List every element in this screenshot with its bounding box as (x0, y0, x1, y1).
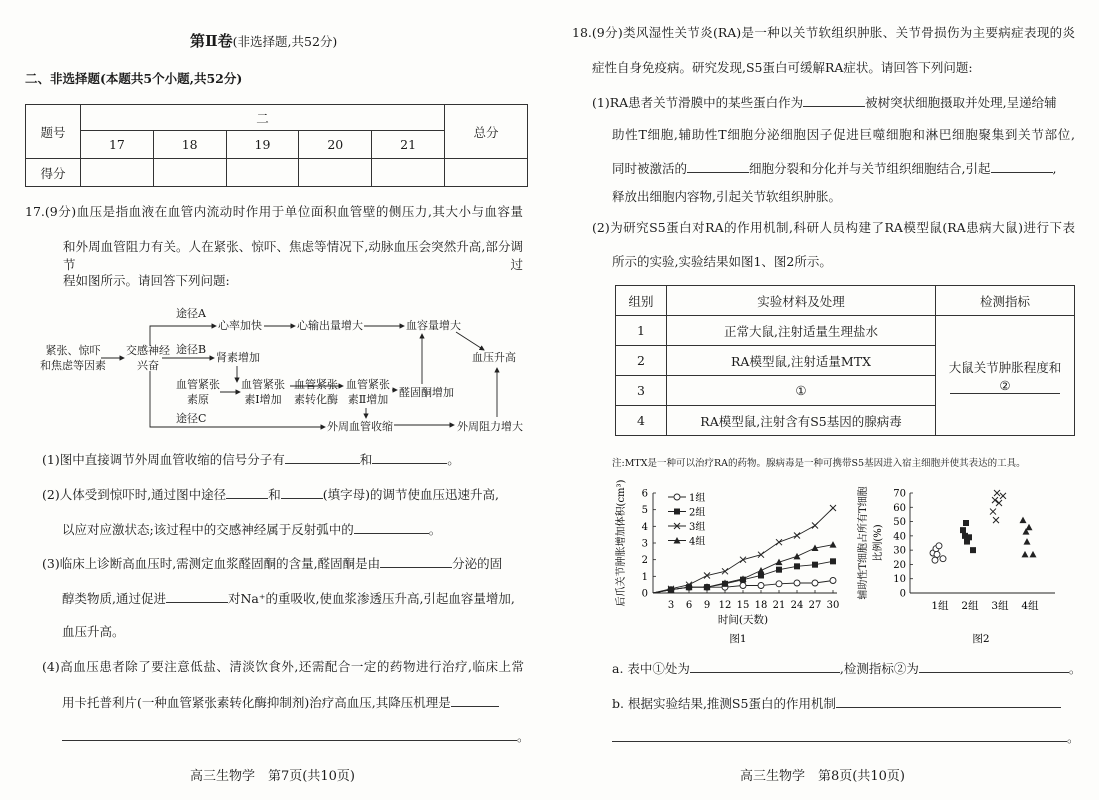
header-treatment: 实验材料及处理 (667, 286, 936, 316)
fig1-data-point (758, 583, 764, 589)
fig1-data-point (830, 558, 836, 564)
fig1-y-tick-label: 0 (641, 588, 648, 600)
part-title-main: 第Ⅱ卷 (190, 32, 233, 50)
row-group: 4 (616, 406, 667, 436)
fig1-data-point (812, 580, 818, 586)
fig1-legend-label: 2组 (689, 507, 706, 519)
fig2-data-point (936, 543, 942, 549)
fig2-data-point (963, 520, 969, 526)
fig2-data-point (1026, 524, 1033, 531)
answer-blank[interactable] (62, 727, 517, 741)
fig2-category-label: 2组 (961, 600, 979, 612)
fig2-data-point (996, 500, 1002, 506)
text: 和 (359, 452, 373, 467)
fig1-y-tick-label: 6 (641, 488, 648, 500)
diagram-label-path-a: 途径A (176, 307, 206, 320)
node-text: 血管紧张 (294, 378, 338, 391)
q18-p1-line: 释放出细胞内容物,引起关节软组织肿胀。 (612, 189, 841, 204)
fig2-y-tick-label: 0 (899, 588, 906, 600)
q18-qb (612, 694, 1061, 713)
text: (1)RA患者关节滑膜中的某些蛋白作为 (592, 95, 804, 110)
fig2-y-tick-label: 60 (893, 502, 906, 514)
text: 。 (517, 729, 530, 744)
fig2-y-tick-label: 10 (893, 574, 906, 586)
node-text: 交感神经 (126, 344, 170, 357)
node-text: 血管紧张 (346, 378, 390, 391)
page-footer-right: 高三生物学 第8页(共10页) (740, 769, 905, 784)
score-label: 得分 (26, 159, 81, 187)
fig1-y-tick-label: 1 (641, 571, 648, 583)
fig2-data-point (932, 557, 938, 563)
fig1-x-label: 时间(天数) (717, 614, 769, 626)
fig1-data-point (830, 505, 836, 511)
row-group: 3 (616, 376, 667, 406)
diagram-node-vasoconstriction: 外周血管收缩 (327, 420, 393, 433)
fig1-y-tick-label: 4 (641, 521, 648, 533)
answer-blank[interactable] (836, 694, 1061, 708)
fig1-legend-label: 3组 (689, 522, 706, 533)
fig2-category-label: 4组 (1021, 600, 1039, 612)
q17-stem-line: 17.(9分)血压是指血液在血管内流动时作用于单位面积血管壁的侧压力,其大小与血容量 (25, 204, 523, 219)
fig1-data-point (758, 567, 765, 574)
text: 和 (268, 487, 281, 502)
text: 。 (1068, 661, 1082, 676)
text: 同时被激活的 (612, 161, 688, 176)
fig2-data-point (990, 509, 996, 515)
text: (填字母)的调节使血压迅速升高, (322, 487, 499, 502)
fig2-data-point (1022, 551, 1029, 558)
text: 分泌的固 (452, 556, 503, 571)
row-treatment: 正常大鼠,注射适量生理盐水 (667, 316, 936, 346)
text: 。 (1067, 730, 1080, 745)
text: b. 根据实验结果,推测S5蛋白的作用机制 (612, 696, 836, 711)
answer-blank[interactable] (690, 659, 840, 673)
fig2-data-point (993, 517, 999, 523)
fig2-data-point (970, 547, 976, 553)
fig1-legend-marker (674, 509, 680, 515)
fig1-x-tick-label: 12 (718, 600, 732, 611)
text: 醇类物质,通过促进 (62, 591, 166, 606)
fig2-category-label: 3组 (991, 600, 1009, 612)
fig2-y-tick-label: 30 (893, 545, 906, 557)
fig1-y-tick-label: 5 (641, 505, 648, 517)
part-title-sub: (非选择题,共52分) (232, 34, 338, 49)
fig2-title: 图2 (972, 633, 990, 645)
diagram-node-blood-volume: 血容量增大 (406, 319, 461, 332)
diagram-label-path-c: 途径C (176, 412, 207, 425)
row-group: 2 (616, 346, 667, 376)
diagram-node-bp-rise: 血压升高 (472, 351, 516, 364)
text: 被树突状细胞摄取并处理,呈递给辅 (865, 95, 1057, 110)
fig1-data-point (776, 539, 782, 545)
fig1-x-tick-label: 18 (754, 600, 768, 611)
fig1-y-label: 后爪关节肿胀增加体积(cm³) (616, 479, 627, 607)
header-group: 组别 (616, 286, 667, 316)
fig2-y-label: 比例(%) (873, 524, 884, 562)
fig2-data-point (960, 527, 966, 533)
row-treatment[interactable]: ① (667, 376, 936, 406)
text: (2)人体受到惊吓时,通过图中途径 (42, 487, 227, 502)
diagram-node-renin: 肾素增加 (216, 351, 260, 364)
fig1-data-point (704, 573, 710, 579)
fig2-data-point (1030, 551, 1037, 558)
fig1-x-tick-label: 9 (703, 600, 711, 611)
text: 用卡托普利片(一种血管紧张素转化酶抑制剂)治疗高血压,其降压机理是 (62, 695, 451, 710)
fig1-title: 图1 (729, 633, 747, 645)
q17-sub4: (4)高血压患者除了要注意低盐、清淡饮食外,还需配合一定的药物进行治疗,临床上常 (42, 659, 524, 674)
fig2-y-tick-label: 70 (893, 488, 906, 500)
q18-p2-line: (2)为研究S5蛋白对RA的作用机制,科研人员构建了RA模型鼠(RA患病大鼠)进行下表 (592, 220, 1075, 235)
answer-blank[interactable] (919, 659, 1069, 673)
fig1-x-tick-label: 21 (772, 600, 786, 611)
node-text: 血管紧张 (176, 378, 220, 391)
question-number: 21 (372, 131, 445, 159)
text: (3)临床上诊断高血压时,需测定血浆醛固酮的含量,醛固酮是由 (42, 556, 381, 571)
text: a. 表中①处为 (612, 661, 690, 676)
section-group-label: 二 (81, 105, 445, 131)
node-text: 血管紧张 (241, 378, 285, 391)
node-text: 素转化酶 (294, 393, 338, 406)
q18-qa (612, 659, 1081, 678)
fig2-data-point (1020, 517, 1027, 524)
question-no-label: 题号 (26, 105, 81, 159)
q18-p1-line: 助性T细胞,辅助性T细胞分泌细胞因子促进巨噬细胞和淋巴细胞聚集到关节部位, (612, 127, 1075, 142)
fig1-data-point (740, 557, 746, 563)
diagram-node-resistance: 外周阻力增大 (457, 420, 523, 433)
question-number: 19 (226, 131, 299, 159)
fig1-x-tick-label: 15 (736, 600, 750, 611)
diagram-label-path-b: 途径B (176, 343, 207, 356)
node-text: 素原 (187, 393, 209, 406)
fig1-x-tick-label: 6 (685, 600, 693, 611)
fig1-data-point (830, 578, 836, 584)
fig2-data-point (1024, 538, 1031, 545)
indicator-blank[interactable]: ② (950, 378, 1060, 394)
text: 对Na⁺的重吸收,使血浆渗透压升高,引起血容量增加, (227, 591, 515, 606)
fig2-y-tick-label: 40 (893, 531, 906, 543)
fig1-data-point (830, 541, 837, 548)
node-text: 兴奋 (137, 359, 159, 372)
fig1-data-point (812, 562, 818, 568)
text: (1)图中直接调节外周血管收缩的信号分子有 (42, 452, 285, 467)
fig1-legend-label: 1组 (689, 493, 706, 504)
text: 。 (428, 522, 442, 537)
q17-sub3-end: 血压升高。 (62, 624, 125, 639)
fig1-legend-marker (674, 494, 680, 500)
fig1-data-point (794, 580, 800, 586)
page-footer-left: 高三生物学 第7页(共10页) (190, 769, 355, 784)
row-treatment: RA模型鼠,注射适量MTX (667, 346, 936, 376)
q18-qb-end (612, 728, 1080, 747)
table-note: 注:MTX是一种可以治疗RA的药物。腺病毒是一种可携带S5基因进入宿主细胞并使其表达的工具。 (612, 458, 1026, 469)
question-number: 17 (81, 131, 154, 159)
fig2-y-tick-label: 20 (893, 559, 906, 571)
fig1-data-point (776, 581, 782, 587)
text: 。 (447, 452, 460, 467)
fig2-category-label: 1组 (931, 600, 949, 612)
header-indicator: 检测指标 (936, 286, 1075, 316)
row-treatment: RA模型鼠,注射含有S5基因的腺病毒 (667, 406, 936, 436)
q18-stem-line: 症性自身免疫病。研究发现,S5蛋白可缓解RA症状。请回答下列问题: (592, 60, 973, 75)
text: 以应对应激状态;该过程中的交感神经属于反射弧中的 (62, 522, 354, 537)
fig1-data-point (740, 583, 746, 589)
question-number: 18 (153, 131, 226, 159)
fig2-y-tick-label: 50 (893, 517, 906, 529)
node-text: 紧张、惊吓 (45, 344, 101, 357)
fig1-data-point (758, 552, 764, 558)
fig2-data-point (940, 556, 946, 562)
answer-blank[interactable] (451, 693, 499, 707)
fig1-data-point (776, 559, 783, 566)
fig1-y-tick-label: 2 (641, 555, 648, 567)
indicator-text: 大鼠关节肿胀程度和 (948, 359, 1062, 375)
fig1-x-tick-label: 3 (667, 600, 675, 611)
row-group: 1 (616, 316, 667, 346)
fig1-y-tick-label: 3 (641, 538, 648, 550)
fig1-data-point (722, 568, 728, 574)
fig1-data-point (812, 523, 818, 529)
node-text: 和焦虑等因素 (40, 359, 106, 372)
text: ,检测指标②为 (839, 661, 919, 676)
diagram-node-cardiac-output: 心输出量增大 (297, 319, 363, 332)
total-label: 总分 (445, 105, 528, 159)
fig1-x-tick-label: 24 (790, 600, 804, 611)
fig1-data-point (794, 533, 800, 539)
fig1-legend-label: 4组 (689, 536, 706, 548)
node-text: 素Ⅰ增加 (244, 393, 282, 406)
fig2-data-point (994, 490, 1000, 496)
fig2-data-point (1000, 493, 1006, 499)
diagram-node-aldosterone: 醛固酮增加 (399, 386, 454, 399)
fig1-x-tick-label: 27 (808, 600, 822, 611)
fig2-data-point (964, 539, 970, 545)
q18-stem-line: 18.(9分)类风湿性关节炎(RA)是一种以关节软组织肿胀、关节骨损伤为主要病症表现的炎 (572, 25, 1075, 40)
diagram-node-heart-rate: 心率加快 (218, 319, 262, 332)
section-heading: 二、非选择题(本题共5个小题,共52分) (25, 71, 243, 86)
fig1-data-point (776, 567, 782, 573)
text: 细胞分裂和分化并与关节组织细胞结合,引起 (749, 161, 991, 176)
fig2-data-point (962, 533, 968, 539)
answer-blank[interactable] (612, 728, 1067, 742)
q17-stem-line: 和外周血管阻力有关。人在紧张、惊吓、焦虑等情况下,动脉血压会突然升高,部分调节过 (63, 239, 523, 272)
fig1-x-tick-label: 30 (826, 600, 840, 611)
q18-p2-line: 所示的实验,实验结果如图1、图2所示。 (612, 254, 832, 269)
fig1-data-point (794, 563, 800, 569)
fig2-data-point (992, 497, 998, 503)
fig2-y-label: 辅助性T细胞占所有T细胞 (858, 486, 869, 600)
question-number: 20 (299, 131, 372, 159)
q17-sub4-cont (62, 693, 499, 712)
fig2-data-point (934, 551, 940, 557)
q17-stem-line: 程如图所示。请回答下列问题: (63, 273, 230, 288)
q17-sub4-end (62, 727, 530, 746)
fig1-data-point (794, 553, 801, 560)
text: , (1052, 161, 1057, 176)
node-text: 素Ⅱ增加 (347, 393, 389, 406)
